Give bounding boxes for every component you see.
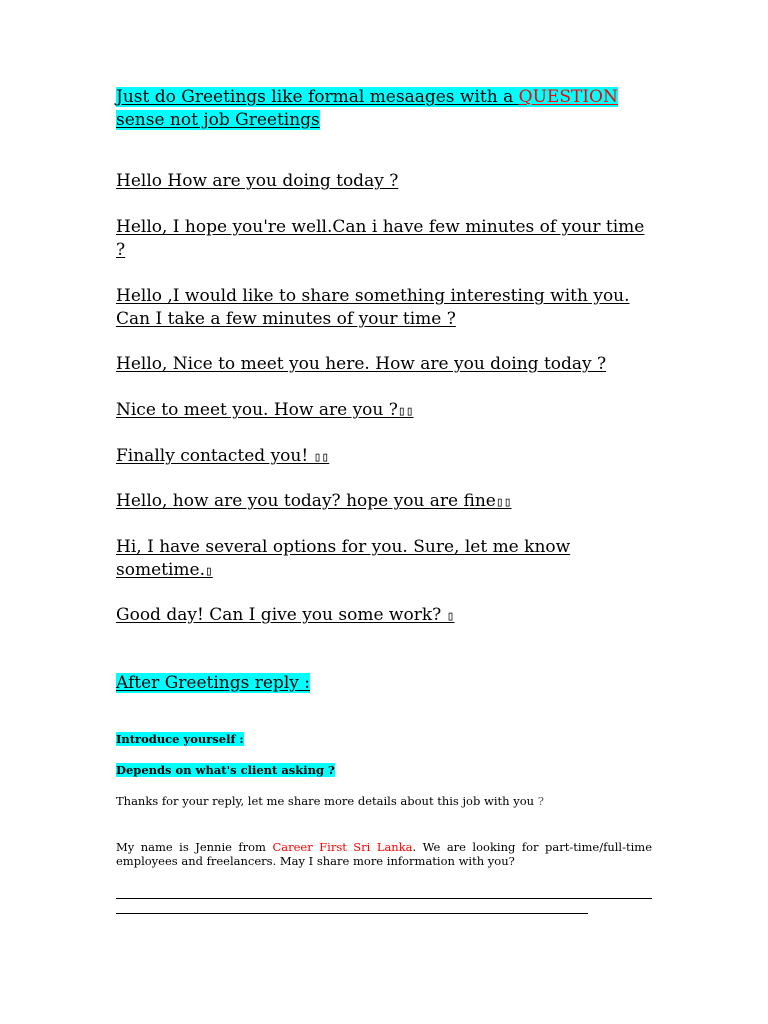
greeting-8 (116, 536, 586, 583)
depends-on-client-text: Depends on what's client asking ? (116, 763, 335, 777)
divider-line-1 (116, 898, 652, 899)
after-greetings-heading (116, 672, 652, 695)
greeting-4 (116, 353, 652, 376)
title-line2: sense not job Greetings (116, 110, 320, 130)
intro-before: My name is Jennie from (116, 840, 273, 854)
greeting-9 (116, 604, 652, 628)
greeting-2 (116, 216, 656, 262)
title-part1: Just do Greetings like formal mesaages with a (116, 87, 519, 107)
greeting-text: Hi, I have several options for you. Sure, let me know sometime. (116, 537, 571, 580)
emoji-placeholder-icon: ▯ (446, 609, 455, 624)
greeting-6 (116, 445, 652, 469)
greeting-text: Good day! Can I give you some work? (116, 605, 447, 625)
emoji-placeholder-icon: ▯ (205, 564, 213, 579)
divider-line-2 (116, 913, 588, 914)
greeting-text: Hello How are you doing today ? (116, 171, 399, 191)
emoji-placeholder-icon: ▯▯ (495, 495, 512, 510)
thanks-line (116, 794, 652, 808)
greeting-text: Hello ,I would like to share something interesting with you. Can I take a few minutes of your time ? (116, 286, 630, 329)
emoji-placeholder-icon: ▯▯ (397, 404, 414, 419)
depends-on-client-label (116, 763, 652, 777)
greeting-text: Finally contacted you! (116, 446, 314, 466)
emoji-placeholder-icon: ▯▯ (313, 450, 330, 465)
company-name: Career First Sri Lanka (272, 840, 413, 854)
title-question-word: QUESTION (518, 87, 618, 107)
introduce-yourself-text: Introduce yourself : (116, 732, 244, 746)
intro-paragraph (116, 840, 652, 868)
greeting-text: Hello, Nice to meet you here. How are you doing today ? (116, 354, 607, 374)
title-heading (116, 86, 652, 132)
intro-after: . We are looking for part-time/full-time employees and freelancers. May I share more information with you? (116, 840, 652, 868)
after-greetings-text: After Greetings reply : (116, 673, 310, 693)
greeting-7 (116, 490, 652, 514)
introduce-yourself-label (116, 732, 652, 746)
thanks-text: Thanks for your reply, let me share more details about this job with you (116, 794, 535, 808)
greeting-text: Hello, how are you today? hope you are fine (116, 491, 496, 511)
greeting-text: Nice to meet you. How are you ? (116, 400, 398, 420)
question-glyph-icon: ? (537, 794, 544, 808)
greeting-1 (116, 170, 652, 193)
greeting-3 (116, 285, 652, 331)
greeting-text: Hello, I hope you're well.Can i have few minutes of your time ? (116, 217, 645, 260)
greeting-5 (116, 399, 652, 423)
